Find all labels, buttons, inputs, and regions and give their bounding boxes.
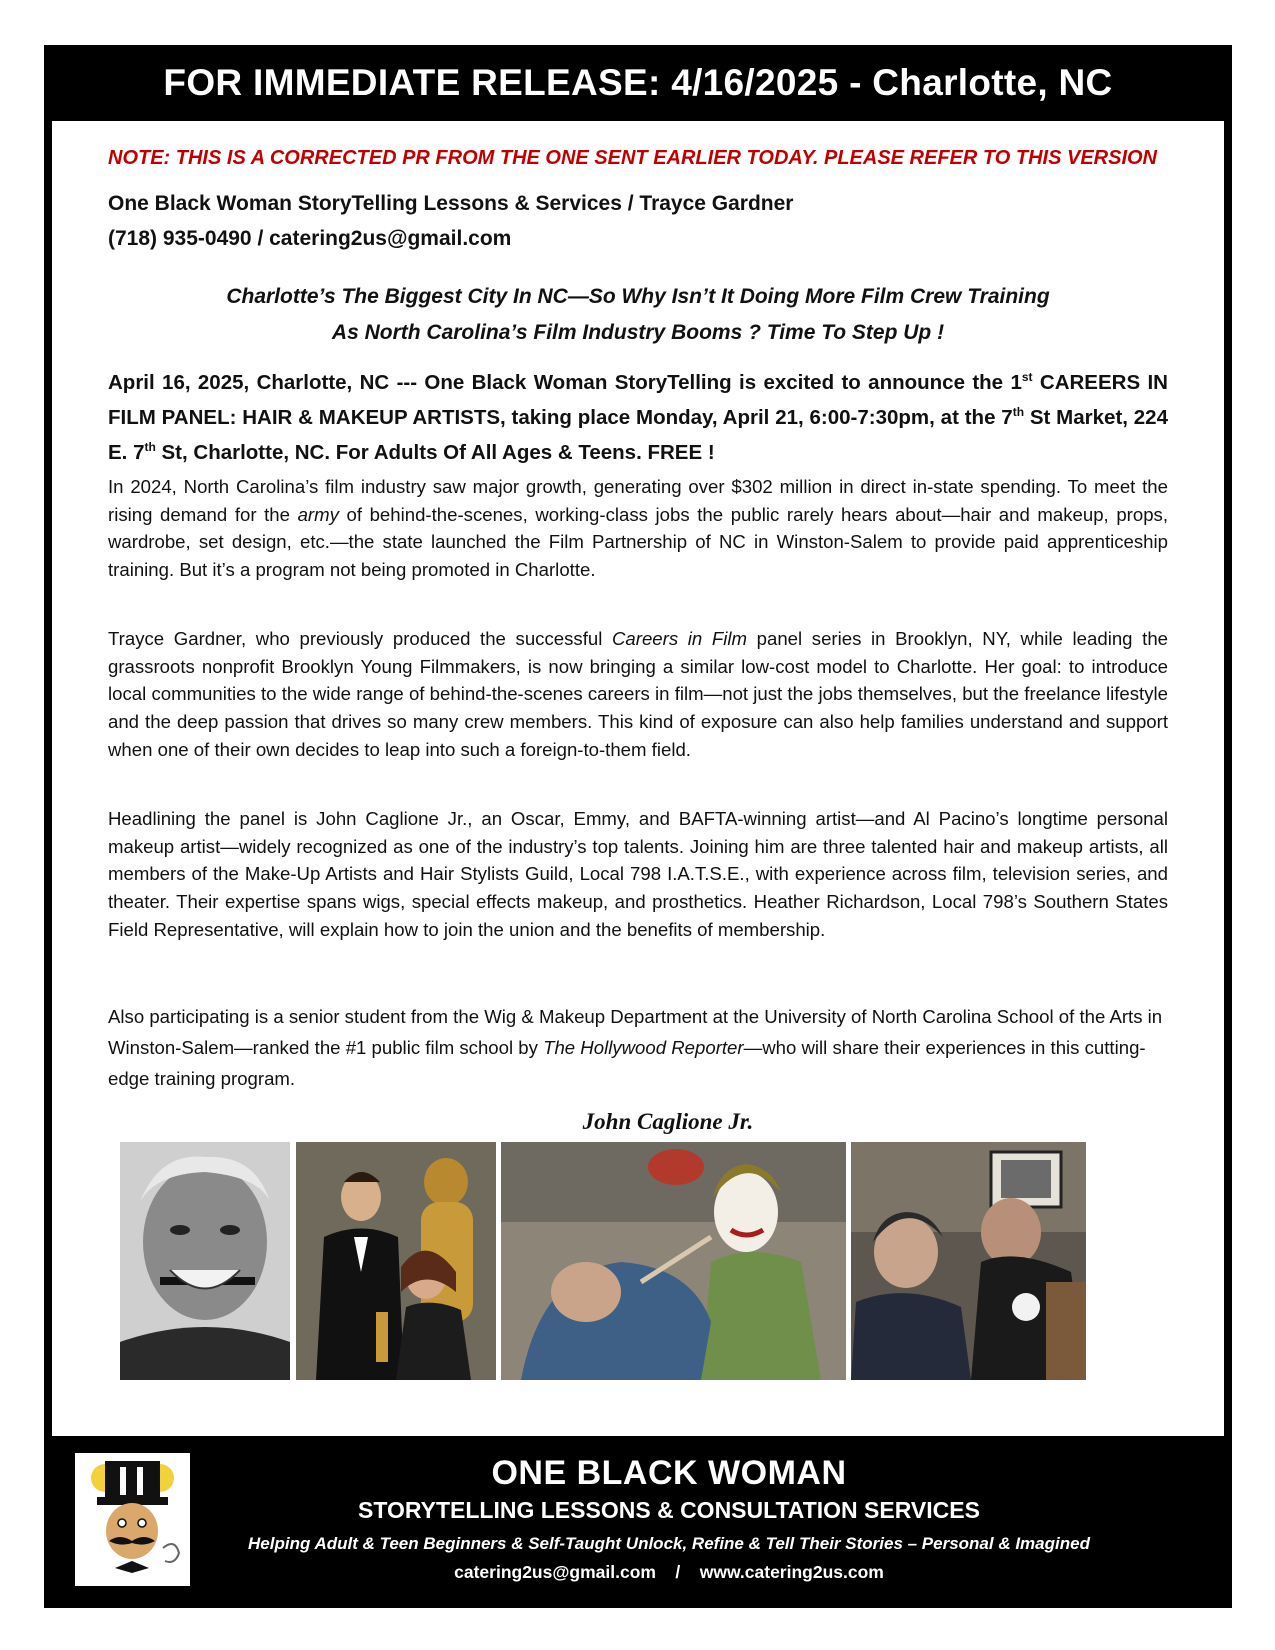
photo-caption: John Caglione Jr. — [582, 1109, 754, 1134]
lede-paragraph: April 16, 2025, Charlotte, NC --- One Black Woman StoryTelling is excited to announce the 1st CAREERS IN FILM PANEL: HAIR & MAKEUP ARTISTS, taking place Monday, April 21, 6:00-7:30pm, at the 7th St Market, 224 E. 7th St, Charlotte, NC. For Adults Of All Ages & Teens. FREE ! — [108, 370, 1168, 464]
footer-subtitle: STORYTELLING LESSONS & CONSULTATION SERVICES — [358, 1497, 980, 1523]
paragraph-headliner: Headlining the panel is John Caglione Jr., an Oscar, Emmy, and BAFTA-winning artist—and Al Pacino’s longtime personal makeup artist—widely recognized as one of the industry’s top talents. Joining him are three talented hair and makeup artists, all members of the Make-Up Artists and Hair Stylists Guild, Local 798 I.A.T.S.E., with experience across film, television series, and theater. Their expertise spans wigs, special effects makeup, and prosthetics. Heather Richardson, Local 798’s Southern States Field Representative, will explain how to join the union and the benefits of membership. — [108, 808, 1168, 940]
contact-phone-email: (718) 935-0490 / catering2us@gmail.com — [108, 227, 512, 250]
photo-oscar-ceremony — [296, 1142, 496, 1380]
paragraph-industry-growth: In 2024, North Carolina’s film industry saw major growth, generating over $302 million in direct in-state spending. To meet the rising demand for the army of behind-the-scenes, working-class jobs the public rarely hears about—hair and makeup, props, wardrobe, set design, etc.—the state launched the Film Partnership of NC in Winston-Salem to provide paid apprenticeship training. But it’s a program not being promoted in Charlotte. — [108, 476, 1168, 581]
correction-note: NOTE: THIS IS A CORRECTED PR FROM THE ONE SENT EARLIER TODAY. PLEASE REFER TO THIS VERSION — [108, 147, 1157, 169]
footer-title: ONE BLACK WOMAN — [491, 1454, 847, 1492]
photo-makeup-session — [851, 1142, 1086, 1380]
footer-contact[interactable]: catering2us@gmail.com / www.catering2us.com — [454, 1562, 884, 1582]
paragraph-trayce-gardner: Trayce Gardner, who previously produced the successful Careers in Film panel series in Brooklyn, NY, while leading the grassroots nonprofit Brooklyn Young Filmmakers, is now bringing a similar low-cost model to Charlotte. Her goal: to introduce local communities to the wide range of behind-the-scenes careers in film—not just the jobs themselves, but the freelance lifestyle and the deep passion that drives so many crew members. This kind of exposure can also help families understand and support when one of their own decides to leap into such a foreign-to-them field. — [108, 628, 1169, 760]
page-frame — [44, 45, 1232, 1608]
footer-tagline: Helping Adult & Teen Beginners & Self-Taught Unlock, Refine & Tell Their Stories – Personal & Imagined — [248, 1534, 1090, 1553]
headline-line-1: Charlotte’s The Biggest City In NC—So Why Isn’t It Doing More Film Crew Training — [226, 285, 1050, 308]
photo-joker-makeup — [501, 1142, 846, 1380]
press-release-body — [52, 121, 1224, 1436]
contact-organization: One Black Woman StoryTelling Lessons & Services / Trayce Gardner — [108, 192, 794, 215]
release-header: FOR IMMEDIATE RELEASE: 4/16/2025 - Charlotte, NC — [163, 61, 1113, 103]
photo-portrait — [120, 1142, 290, 1380]
logo-storyteller — [75, 1453, 190, 1586]
headline-line-2: As North Carolina’s Film Industry Booms ? Time To Step Up ! — [331, 321, 945, 344]
paragraph-student: Also participating is a senior student from the Wig & Makeup Department at the University of North Carolina School of the Arts in Winston-Salem—ranked the #1 public film school by The Hollywood Reporter—who will share their experiences in this cutting-edge training program. — [108, 1006, 1163, 1089]
footer-banner — [44, 1436, 1232, 1608]
